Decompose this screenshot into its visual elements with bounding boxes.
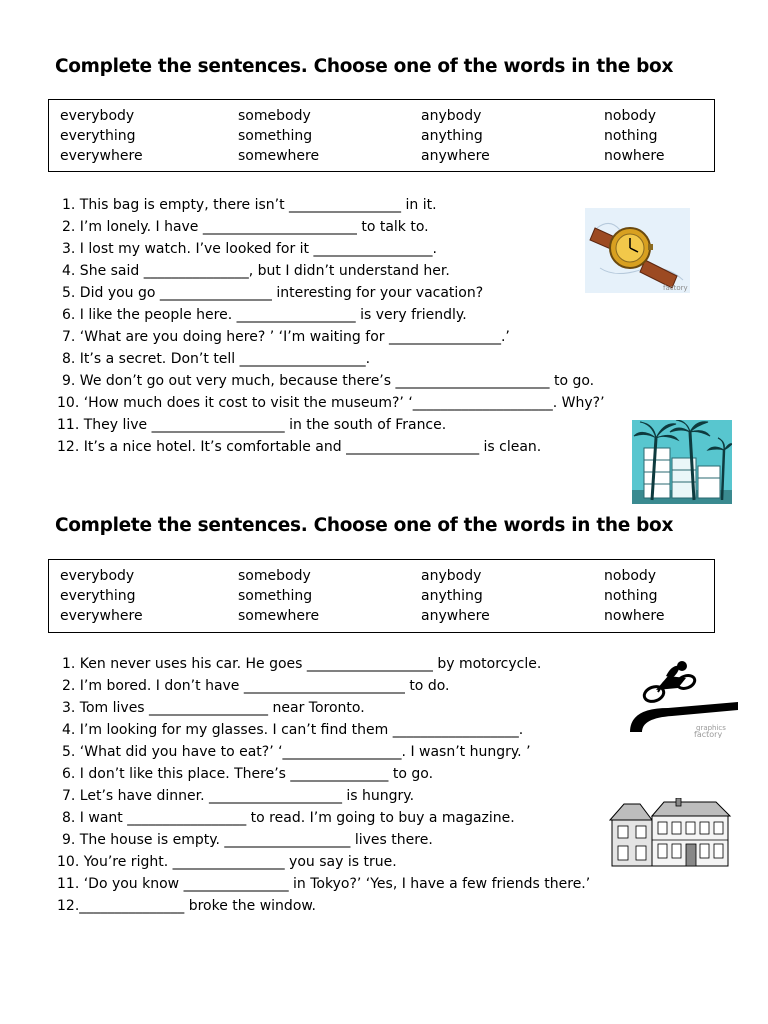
sentence-12: 12. It’s a nice hotel. It’s comfortable and ___________________ is clean. — [57, 439, 542, 455]
sentence-2: 2. I’m bored. I don’t have _______________________ to do. — [62, 678, 450, 694]
sentence-10: 10. You’re right. ________________ you say is true. — [57, 854, 397, 870]
svg-text:graphics: graphics — [696, 724, 726, 732]
sentence-5: 5. Did you go ________________ interesting for your vacation? — [62, 285, 484, 301]
sentence-7: 7. Let’s have dinner. ___________________ is hungry. — [62, 788, 415, 804]
sentence-12: 12._______________ broke the window. — [57, 898, 316, 914]
sentence-11: 11. ‘Do you know _______________ in Tokyo?’ ‘Yes, I have a few friends there.’ — [57, 876, 591, 892]
word-cell: nowhere — [604, 148, 665, 164]
word-cell: everything — [60, 588, 136, 604]
word-box-1 — [48, 99, 715, 172]
watch-icon — [585, 208, 690, 293]
sentence-1: 1. Ken never uses his car. He goes __________________ by motorcycle. — [62, 656, 542, 672]
sentence-6: 6. I don’t like this place. There’s ______________ to go. — [62, 766, 434, 782]
word-cell: something — [238, 128, 313, 144]
section-1-title: Complete the sentences. Choose one of the words in the box — [55, 56, 674, 77]
word-cell: everybody — [60, 568, 135, 584]
word-cell: nobody — [604, 568, 657, 584]
sentence-3: 3. I lost my watch. I’ve looked for it _________________. — [62, 241, 437, 257]
word-box-2 — [48, 559, 715, 633]
motorcycle-icon — [628, 660, 740, 738]
sentence-3: 3. Tom lives _________________ near Toronto. — [62, 700, 365, 716]
word-cell: everywhere — [60, 148, 143, 164]
word-cell: somewhere — [238, 148, 320, 164]
word-cell: everywhere — [60, 608, 143, 624]
sentence-4: 4. I’m looking for my glasses. I can’t find them __________________. — [62, 722, 524, 738]
sentence-5: 5. ‘What did you have to eat?’ ‘_________________. I wasn’t hungry. ’ — [62, 744, 531, 760]
word-cell: somewhere — [238, 608, 320, 624]
sentence-11: 11. They live ___________________ in the south of France. — [57, 417, 447, 433]
word-cell: somebody — [238, 108, 311, 124]
word-cell: anywhere — [421, 148, 490, 164]
svg-text:factory: factory — [663, 284, 688, 292]
sentence-9: 9. We don’t go out very much, because there’s ______________________ to go. — [62, 373, 595, 389]
sentence-10: 10. ‘How much does it cost to visit the museum?’ ‘____________________. Why?’ — [57, 395, 605, 411]
sentence-2: 2. I’m lonely. I have ______________________ to talk to. — [62, 219, 429, 235]
word-cell: nothing — [604, 128, 658, 144]
word-cell: anything — [421, 588, 483, 604]
word-cell: nowhere — [604, 608, 665, 624]
sentence-8: 8. It’s a secret. Don’t tell __________________. — [62, 351, 371, 367]
sentence-8: 8. I want _________________ to read. I’m going to buy a magazine. — [62, 810, 515, 826]
word-cell: nothing — [604, 588, 658, 604]
word-cell: nobody — [604, 108, 657, 124]
section-2-title: Complete the sentences. Choose one of the words in the box — [55, 515, 674, 536]
word-cell: everybody — [60, 108, 135, 124]
sentence-1: 1. This bag is empty, there isn’t ________________ in it. — [62, 197, 437, 213]
sentence-6: 6. I like the people here. _________________ is very friendly. — [62, 307, 467, 323]
word-cell: anywhere — [421, 608, 490, 624]
house-icon — [606, 798, 734, 868]
word-cell: anything — [421, 128, 483, 144]
sentence-9: 9. The house is empty. __________________ lives there. — [62, 832, 433, 848]
word-cell: anybody — [421, 568, 482, 584]
word-cell: something — [238, 588, 313, 604]
sentence-4: 4. She said _______________, but I didn’t understand her. — [62, 263, 450, 279]
hotel-palm-trees-icon — [632, 420, 732, 504]
word-cell: everything — [60, 128, 136, 144]
svg-text:factory: factory — [694, 730, 723, 738]
word-cell: anybody — [421, 108, 482, 124]
sentence-7: 7. ‘What are you doing here? ’ ‘I’m waiting for ________________.’ — [62, 329, 510, 345]
word-cell: somebody — [238, 568, 311, 584]
